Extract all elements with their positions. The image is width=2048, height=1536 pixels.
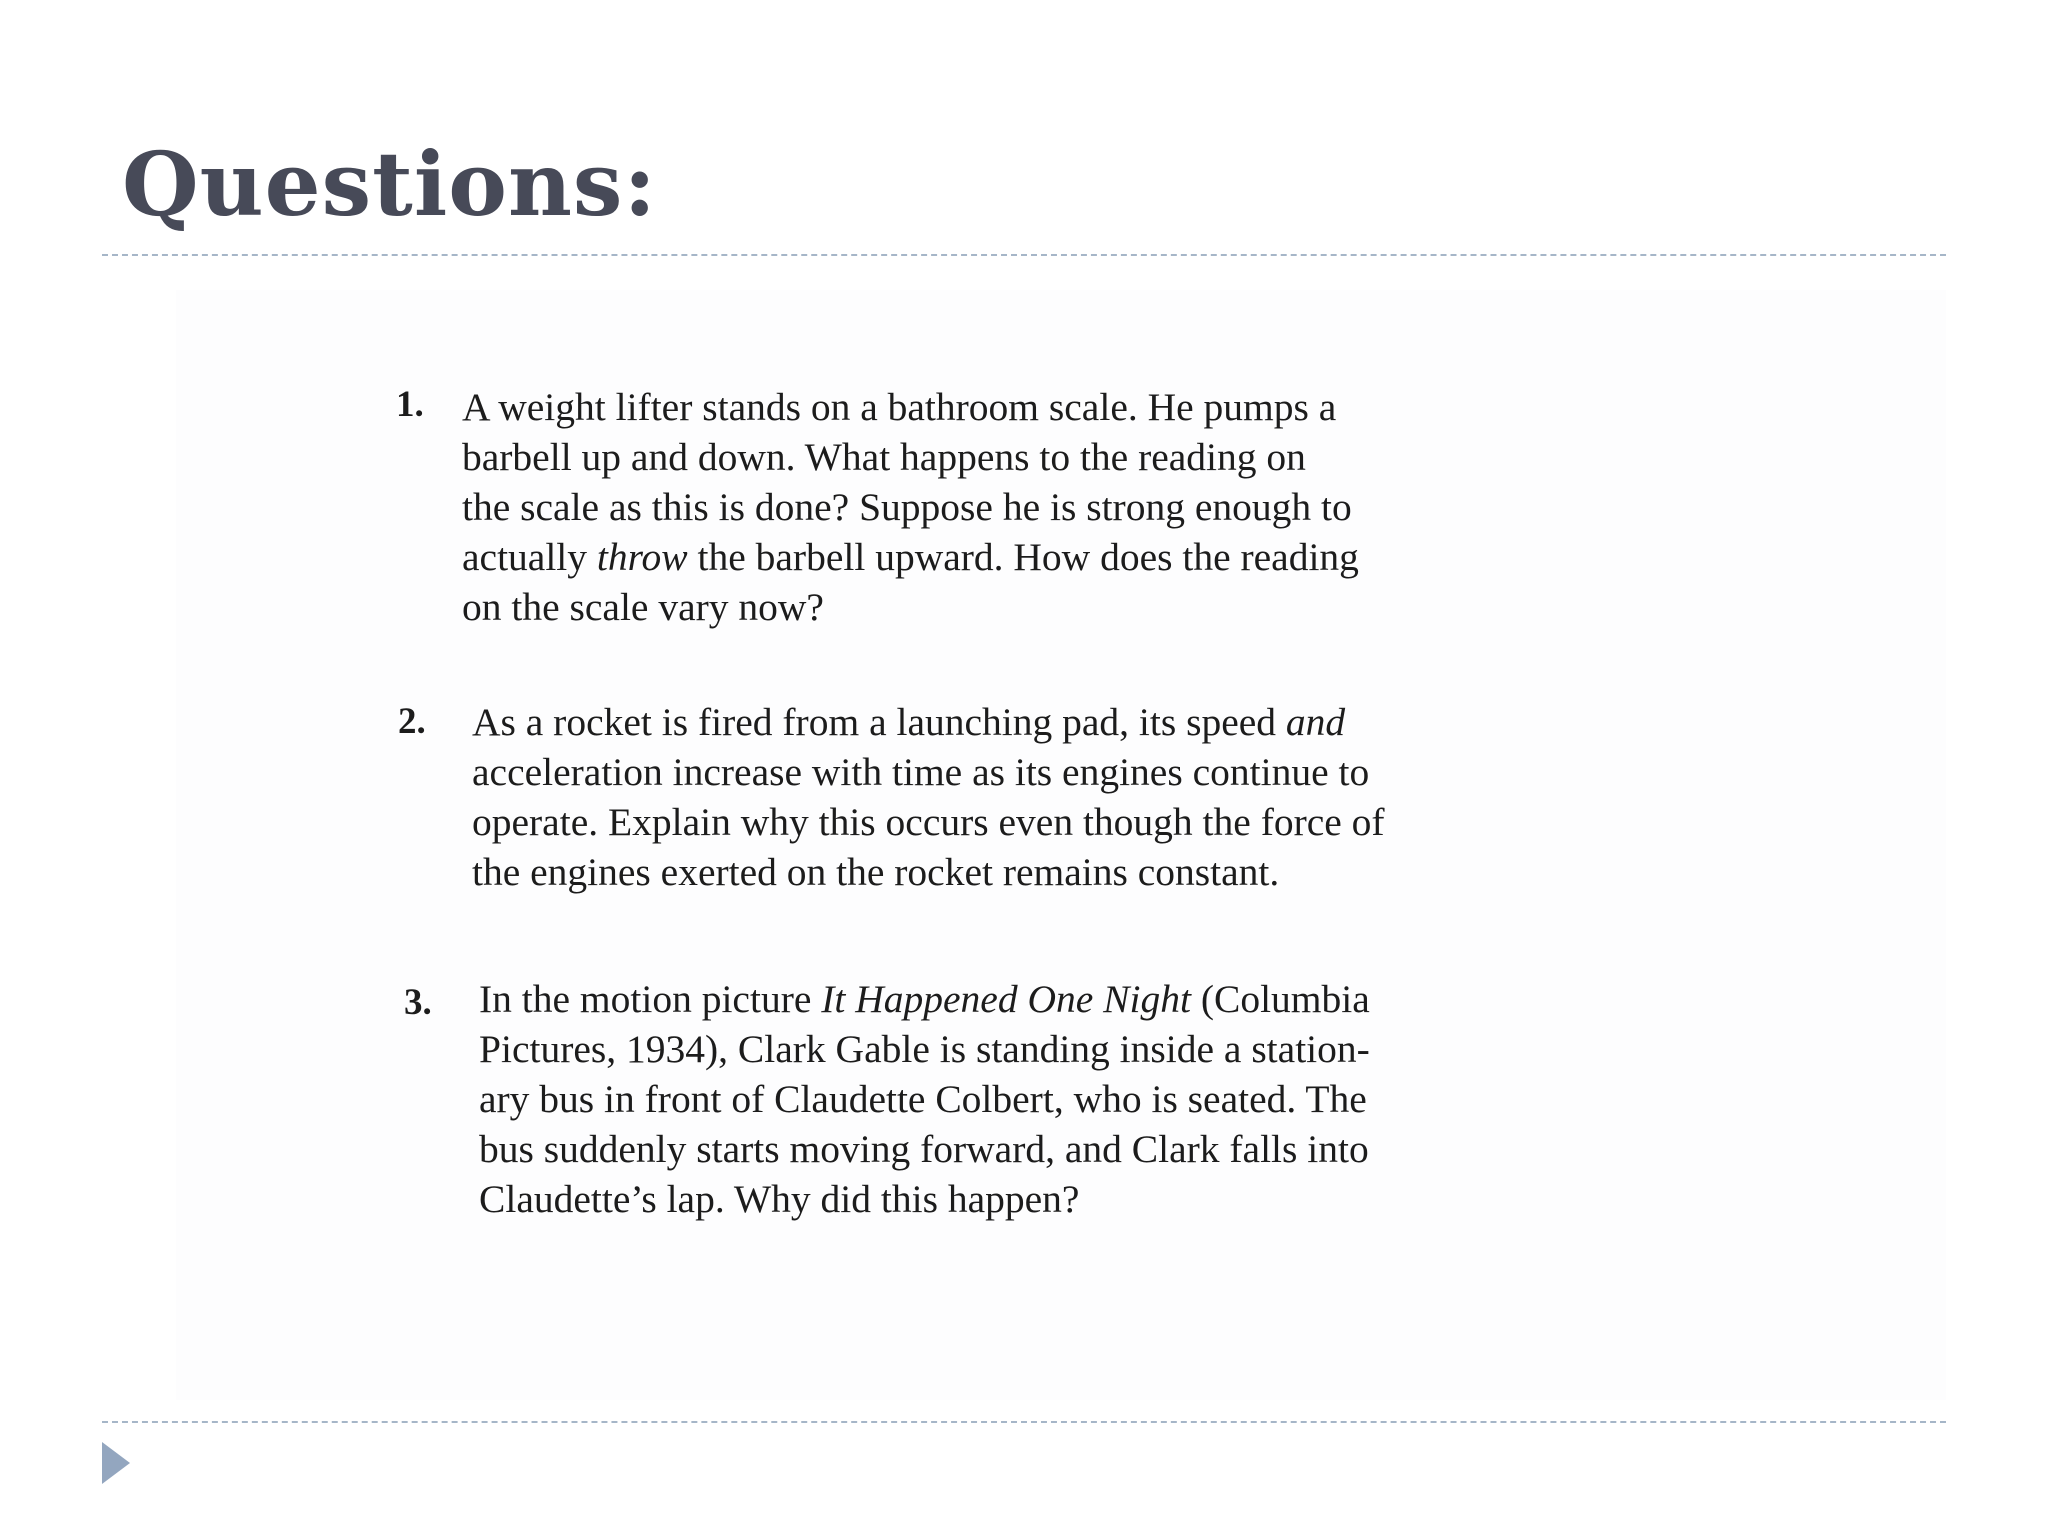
slide-title: Questions: [122,132,657,236]
emphasized-word: throw [596,535,688,579]
title-divider [102,254,1946,256]
question-line [472,697,1385,747]
question-number: 3. [404,982,432,1023]
question-number: 1. [396,384,424,425]
line-text: As a rocket is fired from a launching pad, its speed [472,700,1286,744]
line-text: the barbell upward. How does the reading [687,535,1359,579]
question-line: operate. Explain why this occurs even though the force of [472,800,1385,844]
question-line [462,532,1359,582]
question-line: ary bus in front of Claudette Colbert, who is seated. The [479,1077,1367,1121]
play-triangle-icon [102,1442,130,1484]
emphasized-word: and [1285,700,1346,744]
line-text: In the motion picture [479,977,822,1021]
question-line: Pictures, 1934), Clark Gable is standing inside a station- [479,1027,1370,1071]
question-line: acceleration increase with time as its engines continue to [472,750,1370,794]
question-line: the scale as this is done? Suppose he is strong enough to [462,485,1352,529]
movie-title: It Happened One Night [821,977,1191,1021]
question-2 [472,697,1385,897]
line-text: (Columbia [1190,977,1370,1021]
question-1 [462,382,1359,632]
question-line: barbell up and down. What happens to the reading on [462,435,1306,479]
question-line: on the scale vary now? [462,585,824,629]
footer-divider [102,1421,1946,1423]
question-line: the engines exerted on the rocket remains constant. [472,850,1280,894]
line-text: actually [462,535,597,579]
question-line: bus suddenly starts moving forward, and Clark falls into [479,1127,1369,1171]
question-line: Claudette’s lap. Why did this happen? [479,1177,1080,1221]
question-number: 2. [398,701,426,742]
question-3 [479,974,1370,1224]
question-line [479,974,1370,1024]
question-line: A weight lifter stands on a bathroom scale. He pumps a [462,385,1337,429]
